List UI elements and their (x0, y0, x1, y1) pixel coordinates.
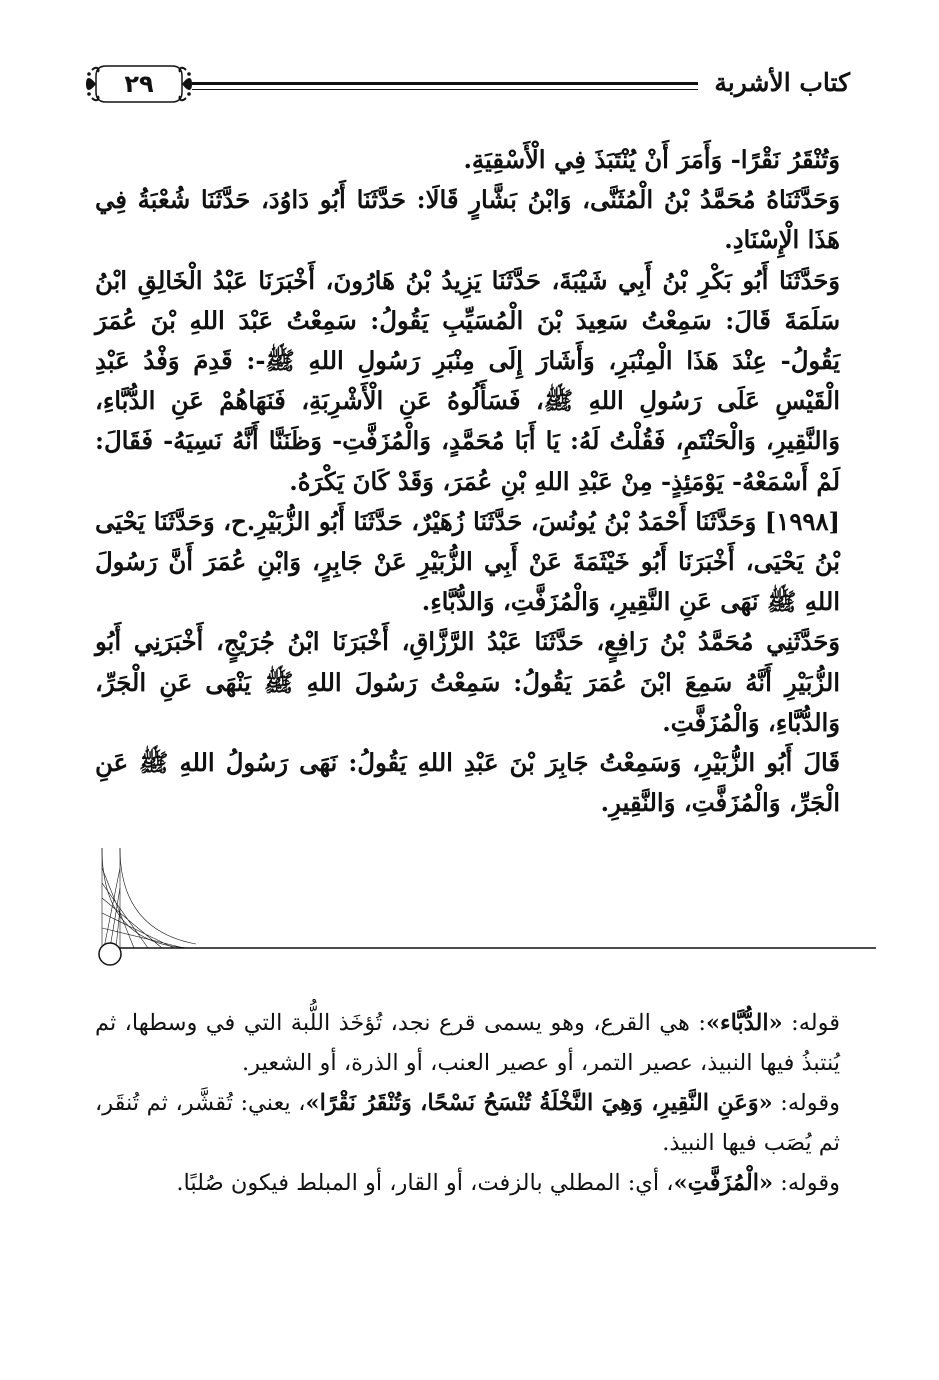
commentary-paragraph (95, 1003, 840, 1083)
hadith-paragraph: وَحَدَّثَنَاهُ مُحَمَّدُ بْنُ الْمُثَنَّى، وَابْنُ بَشَّارٍ قَالَا: حَدَّثَنَا أَبُو دَاوُدَ، حَدَّثَنَا شُعْبَةُ فِي هَذَا الْإِسْنَادِ. (95, 185, 840, 255)
hadith-text (95, 140, 840, 823)
commentary-text: ، أي: المطلي بالزفت، أو القار، أو المبلط فيكون صُلبًا. (176, 1170, 674, 1196)
commentary-prefix: وقوله: (772, 1090, 841, 1116)
hadith-paragraph: [١٩٩٨] وَحَدَّثَنَا أَحْمَدُ بْنُ يُونُسَ، حَدَّثَنَا زُهَيْرٌ، حَدَّثَنَا أَبُو الزُّبَيْرِ.ح، وَحَدَّثَنَا يَحْيَى بْنُ يَحْيَى، أَخْبَرَنَا أَبُو خَيْثَمَةَ عَنْ أَبِي الزُّبَيْرِ عَنْ جَابِرٍ، وَابْنِ عُمَرَ أَنَّ رَسُولَ اللهِ ﷺ نَهَى عَنِ النَّقِيرِ، وَالْمُزَفَّتِ، وَالدُّبَّاءِ. (95, 506, 840, 617)
commentary-lemma: «وَعَنِ النَّقِيرِ، وَهِيَ النَّخْلَةُ تُنْسَحُ نَسْحًا، وَتُنْقَرُ نَقْرًا» (305, 1090, 773, 1116)
section-divider-ornament (96, 848, 876, 977)
commentary-prefix: وقوله: (773, 1170, 840, 1196)
commentary-prefix: قوله: (782, 1010, 840, 1036)
page-number-frame (86, 62, 192, 106)
commentary (95, 1003, 840, 1203)
hadith-paragraph: وَحَدَّثَنَا أَبُو بَكْرِ بْنُ أَبِي شَيْبَةَ، حَدَّثَنَا يَزِيدُ بْنُ هَارُونَ، أَخْبَرَنَا عَبْدُ الْخَالِقِ ابْنُ سَلَمَةَ قَالَ: سَمِعْتُ سَعِيدَ بْنَ الْمُسَيِّبِ يَقُولُ: سَمِعْتُ عَبْدَ اللهِ بْنَ عُمَرَ يَقُولُ- عِنْدَ هَذَا الْمِنْبَرِ، وَأَشَارَ إِلَى مِنْبَرِ رَسُولِ اللهِ ﷺ-: قَدِمَ وَفْدُ عَبْدِ الْقَيْسِ عَلَى رَسُولِ اللهِ ﷺ، فَسَأَلُوهُ عَنِ الْأَشْرِبَةِ، فَنَهَاهُمْ عَنِ الدُّبَّاءِ، وَالنَّقِيرِ، وَالْحَنْتَمِ، فَقُلْتُ لَهُ: يَا أَبَا مُحَمَّدٍ، وَالْمُزَفَّتِ- وَظَنَنَّا أَنَّهُ نَسِيَهُ- فَقَالَ: لَمْ أَسْمَعْهُ- يَوْمَئِذٍ- مِنْ عَبْدِ اللهِ بْنِ عُمَرَ، وَقَدْ كَانَ يَكْرَهُ. (95, 265, 840, 496)
hadith-paragraph: وَحَدَّثَنِي مُحَمَّدُ بْنُ رَافِعٍ، حَدَّثَنَا عَبْدُ الرَّزَّاقِ، أَخْبَرَنَا ابْنُ جُرَيْجٍ، أَخْبَرَنِي أَبُو الزُّبَيْرِ أَنَّهُ سَمِعَ ابْنَ عُمَرَ يَقُولُ: سَمِعْتُ رَسُولَ اللهِ ﷺ يَنْهَى عَنِ الْجَرِّ، وَالدُّبَّاءِ، وَالْمُزَفَّتِ. (95, 627, 840, 737)
hadith-paragraph: قَالَ أَبُو الزُّبَيْرِ، وَسَمِعْتُ جَابِرَ بْنَ عَبْدِ اللهِ يَقُولُ: نَهَى رَسُولُ اللهِ ﷺ عَنِ الْجَرِّ، وَالْمُزَفَّتِ، وَالنَّقِيرِ. (95, 748, 840, 818)
commentary-lemma: «الْمُزَفَّتِ» (673, 1170, 774, 1196)
header-rule-thin (192, 89, 698, 90)
corner-ornament-icon (96, 848, 876, 973)
commentary-lemma: «الدُّبَّاء» (705, 1010, 783, 1036)
commentary-text: : هي القرع، وهو يسمى قرع نجد، تُؤخَذ اللُّبة التي في وسطها، ثم يُنتبذُ فيها النبيذ، عصير التمر، أو عصير العنب، أو الذرة، أو الشعير. (95, 1010, 840, 1076)
hadith-paragraph: وَتُنْقَرُ نَقْرًا- وَأَمَرَ أَنْ يُنْتَبَذَ فِي الْأَسْقِيَةِ. (463, 145, 840, 174)
commentary-text: ، يعني: تُقشَّر، ثم تُنقَر، ثم يُصَب فيها النبيذ. (95, 1090, 840, 1156)
commentary-paragraph (95, 1083, 840, 1163)
page-header (80, 60, 850, 110)
commentary-paragraph (95, 1163, 840, 1203)
header-rule (192, 82, 698, 85)
chapter-title: كتاب الأشربة (714, 68, 850, 97)
page-number: ٢٩ (124, 70, 154, 98)
